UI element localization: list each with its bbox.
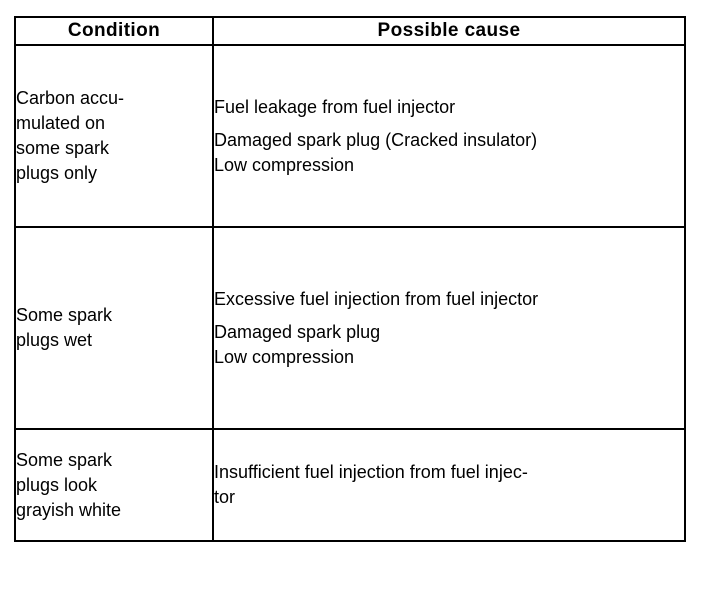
table-header-row [15,17,685,45]
condition-cell [15,227,213,429]
condition-line: Carbon accu- [16,88,125,108]
column-header-possible-cause: Possible cause [213,17,685,45]
cause-line: Damaged spark plug [214,321,381,342]
condition-cell [15,45,213,227]
table-body [15,45,685,541]
condition-line: some spark [16,138,110,158]
cause-line: tor [214,487,236,507]
cause-line: Fuel leakage from fuel injector [214,96,456,117]
table-row [15,45,685,227]
condition-line: Some spark [16,305,113,325]
cause-line: Excessive fuel injection from fuel injector [214,288,539,309]
condition-line: plugs only [16,163,98,183]
cause-cell [213,227,685,429]
cause-cell [213,45,685,227]
cause-line: Low compression [214,154,355,175]
cause-cell [213,429,685,541]
condition-line: grayish white [16,499,122,520]
troubleshooting-table [14,16,686,542]
condition-line: Some spark [16,449,113,470]
table-row [15,429,685,541]
condition-cell [15,429,213,541]
cause-line: Damaged spark plug (Cracked insulator) [214,129,538,150]
column-header-condition: Condition [15,17,213,45]
cause-line: Insufficient fuel injection from fuel injec- [214,462,528,482]
condition-line: mulated on [16,113,106,133]
condition-line: plugs wet [16,330,93,350]
condition-line: plugs look [16,474,98,495]
cause-line: Low compression [214,346,355,367]
table-row [15,227,685,429]
table-header [15,17,685,45]
